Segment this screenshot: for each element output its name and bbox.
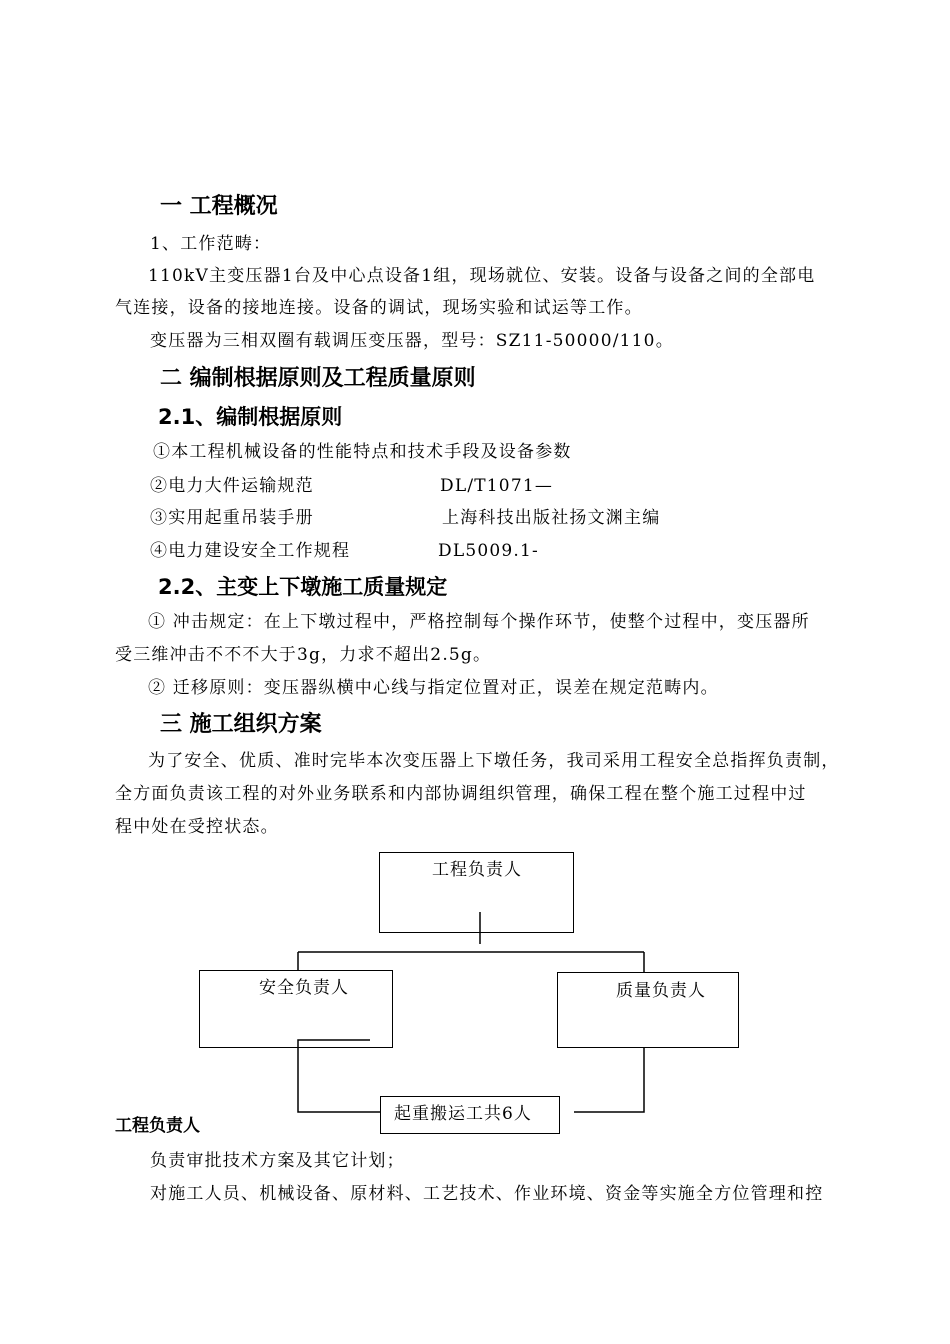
basis-item-3: ③实用起重吊装手册 [150, 508, 314, 528]
basis-item-2: ②电力大件运输规范 [150, 476, 314, 496]
duties-line2: 对施工人员、机械设备、原材料、工艺技术、作业环境、资金等实施全方位管理和控 [150, 1184, 824, 1204]
duties-title: 工程负责人 [115, 1116, 200, 1136]
work-scope-line2: 气连接，设备的接地连接。设备的调试，现场实验和试运等工作。 [115, 298, 643, 318]
connector-left-to-bottom [298, 1040, 380, 1112]
basis-item-4-ref: DL5009.1- [438, 541, 539, 561]
org-label-safety-lead: 安全负责人 [259, 978, 349, 998]
section3-para-line3: 程中处在受控状态。 [115, 817, 279, 837]
section2-2-heading: 2.2、主变上下墩施工质量规定 [158, 575, 448, 599]
duties-line1: 负责审批技术方案及其它计划； [150, 1151, 405, 1171]
section3-para-line1: 为了安全、优质、准时完毕本次变压器上下墩任务，我司采用工程安全总指挥负责制， [148, 751, 840, 771]
rule2-line: ② 迁移原则：变压器纵横中心线与指定位置对正，误差在规定范畴内。 [148, 678, 719, 698]
section3-heading: 三 施工组织方案 [160, 712, 322, 737]
basis-item-1: ①本工程机械设备的性能特点和技术手段及设备参数 [153, 442, 572, 462]
rule1-line1: ① 冲击规定：在上下墩过程中，严格控制每个操作环节，使整个过程中，变压器所 [148, 612, 810, 632]
section2-heading: 二 编制根据原则及工程质量原则 [160, 366, 476, 391]
org-label-riggers: 起重搬运工共6人 [394, 1104, 532, 1124]
section3-para-line2: 全方面负责该工程的对外业务联系和内部协调组织管理，确保工程在整个施工过程中过 [115, 784, 807, 804]
transformer-model-line: 变压器为三相双圈有载调压变压器，型号：SZ11-50000/110。 [150, 331, 674, 351]
org-label-project-lead: 工程负责人 [432, 860, 522, 880]
connector-right-to-bottom [574, 1048, 644, 1112]
basis-item-3-ref: 上海科技出版社扬文渊主编 [442, 508, 661, 528]
rule1-line2: 受三维冲击不不不大于3g，力求不超出2.5g。 [115, 645, 492, 665]
basis-item-4: ④电力建设安全工作规程 [150, 541, 351, 561]
section1-heading: 一 工程概况 [160, 194, 278, 219]
section2-1-heading: 2.1、编制根据原则 [158, 405, 343, 429]
org-label-quality-lead: 质量负责人 [616, 981, 706, 1001]
basis-item-2-ref: DL/T1071— [440, 476, 554, 496]
work-scope-line1: 110kV主变压器1台及中心点设备1组，现场就位、安装。设备与设备之间的全部电 [148, 266, 816, 286]
work-scope-label: 1、工作范畴： [150, 234, 272, 254]
